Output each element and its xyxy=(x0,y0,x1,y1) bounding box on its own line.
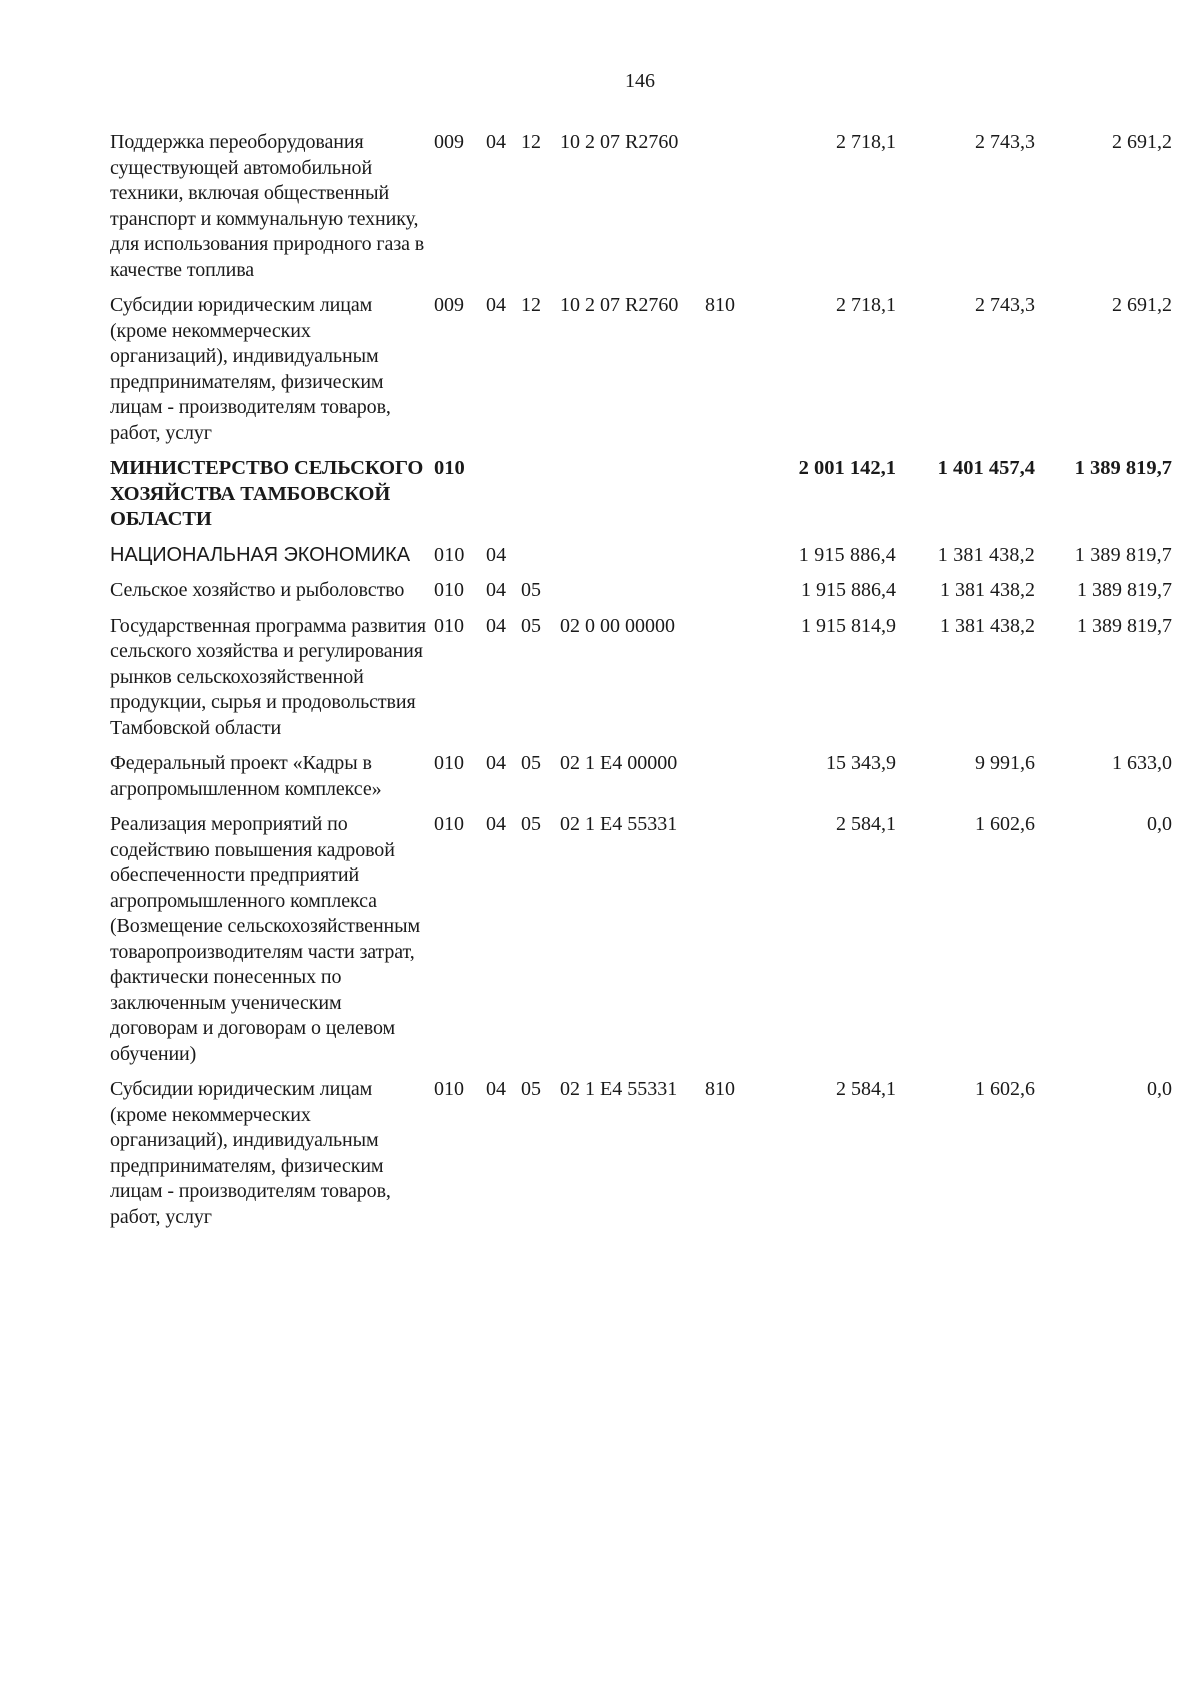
row-name: Сельское хозяйство и рыболовство xyxy=(110,579,405,601)
row-target-article-code: 10 2 07 R2760 xyxy=(560,131,679,153)
row-name: Реализация мероприятий по содействию повышения кадровой обеспеченности предприятий агропромышленного комплекса (Возмещение сельскохозяйственным товаропроизводителям части затрат, фактически понесенных по заключенным ученическим договорам и договорам о целевом обучении) xyxy=(110,813,421,1065)
row-section-code: 04 xyxy=(486,752,506,774)
table-row xyxy=(110,1077,1180,1230)
row-amount-3: 1 633,0 xyxy=(1112,752,1172,774)
row-amount-3: 0,0 xyxy=(1147,1078,1172,1100)
row-amount-3: 0,0 xyxy=(1147,813,1172,835)
table-row xyxy=(110,812,1180,1067)
row-target-article-code: 10 2 07 R2760 xyxy=(560,294,679,316)
row-target-article-code: 02 1 Е4 55331 xyxy=(560,1078,678,1100)
row-subsection-code: 05 xyxy=(521,614,541,637)
row-amount-2: 1 381 438,2 xyxy=(940,614,1035,637)
row-name: МИНИСТЕРСТВО СЕЛЬСКОГО ХОЗЯЙСТВА ТАМБОВСКОЙ ОБЛАСТИ xyxy=(110,457,424,530)
row-subsection-code: 12 xyxy=(521,131,541,153)
table-row xyxy=(110,751,1180,802)
row-ved-code: 010 xyxy=(434,1078,464,1100)
row-target-article-code: 02 1 Е4 00000 xyxy=(560,752,678,774)
row-subsection-code: 05 xyxy=(521,752,541,774)
row-amount-2: 2 743,3 xyxy=(975,294,1035,316)
row-subsection-code: 12 xyxy=(521,294,541,316)
row-amount-1: 15 343,9 xyxy=(826,752,896,774)
row-amount-3: 1 389 819,7 xyxy=(1077,579,1172,601)
row-name: Государственная программа развития сельского хозяйства и регулирования рынков сельскохозяйственной продукции, сырья и продовольствия Тамбовской области xyxy=(110,614,427,739)
row-ved-code: 010 xyxy=(434,752,464,774)
row-ved-code: 010 xyxy=(434,579,464,601)
row-section-code: 04 xyxy=(486,614,506,637)
row-expense-type-code: 810 xyxy=(705,294,735,316)
row-section-code: 04 xyxy=(486,813,506,835)
row-name: Субсидии юридическим лицам (кроме некоммерческих организаций), индивидуальным предпринимателям, физическим лицам - производителям товаров, работ, услуг xyxy=(110,294,391,444)
row-amount-2: 9 991,6 xyxy=(975,752,1035,774)
row-expense-type-code: 810 xyxy=(705,1078,735,1100)
row-section-code: 04 xyxy=(486,294,506,316)
row-amount-3: 1 389 819,7 xyxy=(1074,457,1172,479)
row-name: Федеральный проект «Кадры в агропромышленном комплексе» xyxy=(110,752,382,800)
row-amount-1: 1 915 814,9 xyxy=(801,614,896,637)
row-section-code: 04 xyxy=(486,543,507,566)
row-ved-code: 010 xyxy=(434,457,465,479)
row-amount-2: 1 381 438,2 xyxy=(937,543,1035,566)
row-amount-2: 1 602,6 xyxy=(975,1078,1035,1100)
table-row xyxy=(110,293,1180,446)
row-ved-code: 010 xyxy=(434,813,464,835)
table-row xyxy=(110,543,1180,569)
row-amount-3: 2 691,2 xyxy=(1112,294,1172,316)
row-amount-3: 1 389 819,7 xyxy=(1077,614,1172,637)
row-ved-code: 009 xyxy=(434,131,464,153)
row-subsection-code: 05 xyxy=(521,813,541,835)
row-section-code: 04 xyxy=(486,131,506,153)
row-ved-code: 010 xyxy=(434,614,464,637)
budget-table xyxy=(110,130,1180,1240)
table-row xyxy=(110,614,1180,742)
row-amount-1: 2 584,1 xyxy=(836,1078,896,1100)
row-subsection-code: 05 xyxy=(521,579,541,601)
row-target-article-code: 02 0 00 00000 xyxy=(560,614,675,637)
row-subsection-code: 05 xyxy=(521,1078,541,1100)
row-amount-3: 1 389 819,7 xyxy=(1074,543,1172,566)
row-amount-2: 1 381 438,2 xyxy=(940,579,1035,601)
row-amount-1: 2 001 142,1 xyxy=(798,457,896,479)
row-name: НАЦИОНАЛЬНАЯ ЭКОНОМИКА xyxy=(110,543,410,566)
row-amount-1: 1 915 886,4 xyxy=(801,579,896,601)
row-amount-3: 2 691,2 xyxy=(1112,131,1172,153)
table-row xyxy=(110,456,1180,533)
row-ved-code: 009 xyxy=(434,294,464,316)
row-name: Субсидии юридическим лицам (кроме некоммерческих организаций), индивидуальным предпринимателям, физическим лицам - производителям товаров, работ, услуг xyxy=(110,1078,391,1228)
row-ved-code: 010 xyxy=(434,543,465,566)
row-section-code: 04 xyxy=(486,1078,506,1100)
row-amount-1: 2 718,1 xyxy=(836,294,896,316)
page-number: 146 xyxy=(625,70,655,92)
row-amount-1: 1 915 886,4 xyxy=(798,543,896,566)
table-row xyxy=(110,578,1180,604)
row-amount-2: 2 743,3 xyxy=(975,131,1035,153)
table-row xyxy=(110,130,1180,283)
row-amount-1: 2 584,1 xyxy=(836,813,896,835)
row-amount-1: 2 718,1 xyxy=(836,131,896,153)
row-amount-2: 1 401 457,4 xyxy=(937,457,1035,479)
row-name: Поддержка переоборудования существующей автомобильной техники, включая общественный транспорт и коммунальную технику, для использования природного газа в качестве топлива xyxy=(110,131,425,281)
row-target-article-code: 02 1 Е4 55331 xyxy=(560,813,678,835)
row-section-code: 04 xyxy=(486,579,506,601)
row-amount-2: 1 602,6 xyxy=(975,813,1035,835)
